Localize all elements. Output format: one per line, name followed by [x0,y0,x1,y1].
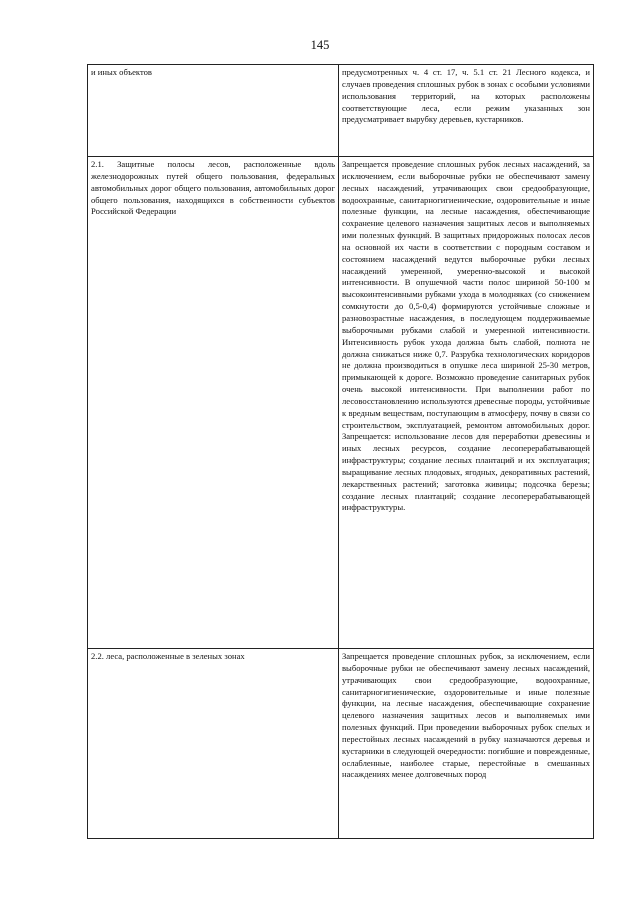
regulation-text-cell: Запрещается проведение сплошных рубок, за исключением, если выборочные рубки не обеспечивают замену лесных насаждений, утрачивающих свои средообразующие, водоохранные, санитарногигиенические, оздоровительные и иные полезные функции, на лесные насаждения, обеспечивающие сохранение целевого назначения защитных лесов и выполняемых ими полезных функций. При проведении выборочных рубок спелых и перестойных лесных насаждений в рубку назначаются деревья и кустарники в следующей очередности: погибшие и поврежденные, ослабленные, наиболее старые, перестойные в смешанных насаждениях менее долговечных пород [339,649,594,839]
forest-category-cell: 2.2. леса, расположенные в зеленых зонах [88,649,339,839]
regulation-text-cell: Запрещается проведение сплошных рубок лесных насаждений, за исключением, если выборочные рубки не обеспечивают замену лесных насаждений, утрачивающих свои средообразующие, водоохранные, санитарногигиенические, оздоровительные и иные полезные функции, на лесные насаждения, обеспечивающие сохранение целевого назначения защитных лесов и выполняемых ими полезных функций. В защитных придорожных полосах лесов на основной их части в соответствии с породным составом и состоянием насаждений ведутся выборочные рубки лесных насаждений умеренной, умеренно-высокой и высокой интенсивности. В опушечной части полос шириной 50-100 м высокоинтенсивными рубками ухода в молодняках (со снижением сомкнутости до 0,5-0,4) формируются устойчивые сложные и разновозрастные насаждения, в последующем поддерживаемые выборочными рубками слабой и умеренной интенсивности. Интенсивность рубок ухода должна быть слабой, полнота не должна снижаться ниже 0,7. Разрубка технологических коридоров не должна производиться в опушке леса шириной 25-30 метров, примыкающей к дороге. Возможно проведение санитарных рубок очень высокой интенсивности. При выполнении работ по лесовосстановлению используются древесные породы, устойчивые к вредным веществам, поступающим в атмосферу, почву в связи со строительством, эксплуатацией, ремонтом автомобильных дорог. Запрещается: использование лесов для переработки древесины и иных лесных ресурсов, создание лесоперерабатывающей инфраструктуры; создание лесных плантаций и их эксплуатация; выращивание лесных плодовых, ягодных, декоративных растений, лекарственных растений; заготовка живицы; подсочка березы; создание лесных плантаций; создание лесоперерабатывающей инфраструктуры. [339,157,594,649]
table-row [88,649,594,839]
page-number: 145 [310,38,330,52]
regulation-table [87,64,594,839]
table-row [88,65,594,157]
forest-category-cell: и иных объектов [88,65,339,157]
regulation-text-cell: предусмотренных ч. 4 ст. 17, ч. 5.1 ст. 21 Лесного кодекса, и случаев проведения сплошных рубок в зонах с особыми условиями использования территорий, на которых расположены соответствующие леса, если режим указанных зон предусматривает вырубку деревьев, кустарников. [339,65,594,157]
table-row [88,157,594,649]
forest-category-cell: 2.1. Защитные полосы лесов, расположенные вдоль железнодорожных путей общего пользования, федеральных автомобильных дорог общего пользования, автомобильных дорог общего пользования, находящихся в собственности субъектов Российской Федерации [88,157,339,649]
